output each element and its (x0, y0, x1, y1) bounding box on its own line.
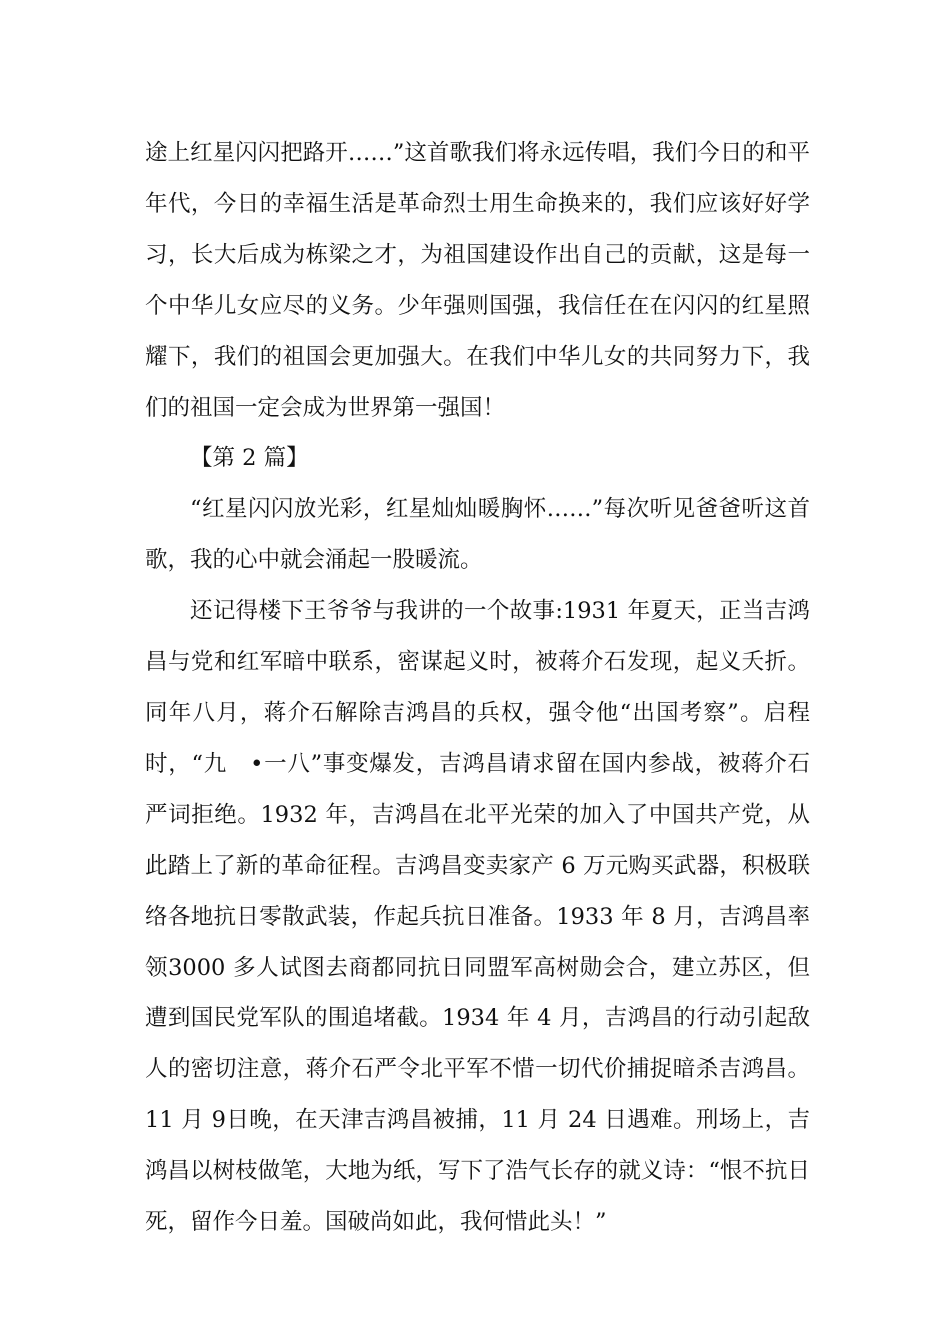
document-body (145, 128, 810, 1248)
paragraph-continued: 途上红星闪闪把路开……”这首歌我们将永远传唱，我们今日的和平年代，今日的幸福生活是革命烈士用生命换来的，我们应该好好学习，长大后成为栋梁之才，为祖国建设作出自己的贡献，这是每一个中华儿女应尽的义务。少年强则国强，我信任在在闪闪的红星照耀下，我们的祖国会更加强大。在我们中华儿女的共同努力下，我们的祖国一定会成为世界第一强国！ (145, 140, 810, 421)
paragraph-song: “红星闪闪放光彩，红星灿灿暖胸怀……”每次听见爸爸听这首歌，我的心中就会涌起一股暖流。 (145, 496, 810, 574)
section-heading: 【第 2 篇】 (190, 445, 309, 472)
paragraph-story: 还记得楼下王爷爷与我讲的一个故事:1931 年夏天，正当吉鸿昌与党和红军暗中联系，密谋起义时，被蒋介石发现，起义夭折。同年八月，蒋介石解除吉鸿昌的兵权，强令他“出国考察”。启程时，“九 •一八”事变爆发，吉鸿昌请求留在国内参战，被蒋介石严词拒绝。1932 年，吉鸿昌在北平光荣的加入了中国共产党，从此踏上了新的革命征程。吉鸿昌变卖家产 6 万元购买武器，积极联络各地抗日零散武装，作起兵抗日准备。1933 年 8 月，吉鸿昌率领3000 多人试图去商都同抗日同盟军高树勋会合，建立苏区，但遭到国民党军队的围追堵截。1934 年 4 月，吉鸿昌的行动引起敌人的密切注意，蒋介石严令北平军不惜一切代价捕捉暗杀吉鸿昌。11 月 9日晚，在天津吉鸿昌被捕，11 月 24 日遇难。刑场上，吉鸿昌以树枝做笔，大地为纸，写下了浩气长存的就义诗：“恨不抗日死，留作今日羞。国破尚如此，我何惜此头！” (145, 598, 810, 1236)
